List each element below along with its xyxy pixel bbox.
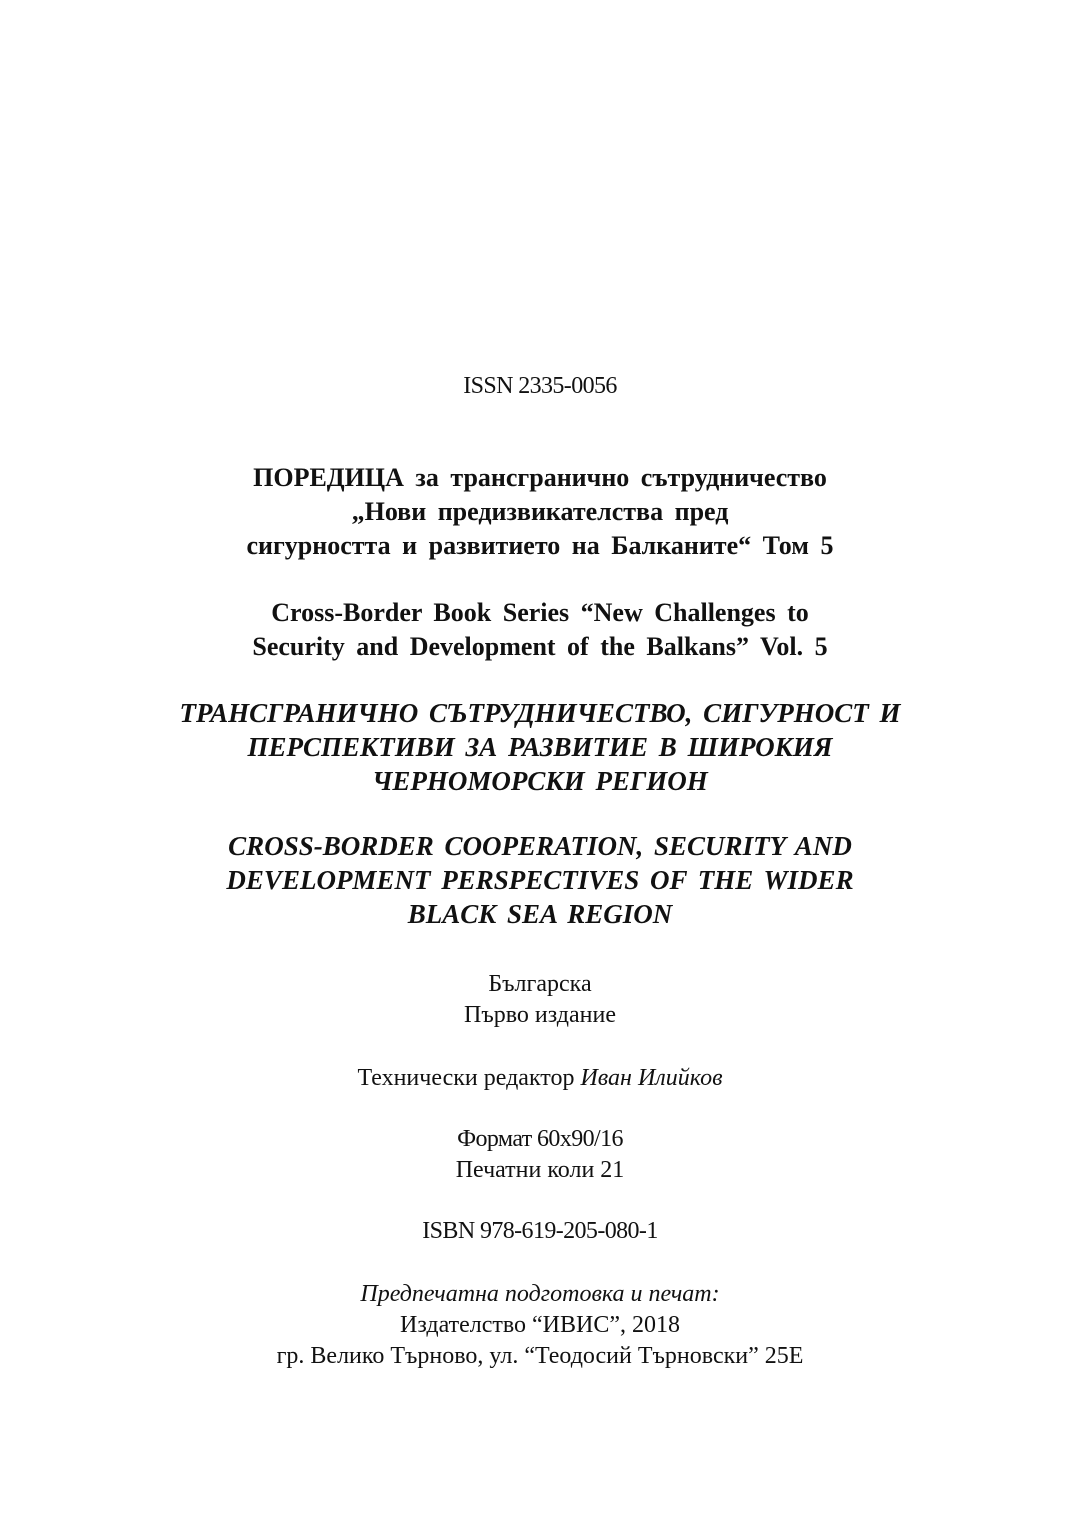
printed-sheets: Печатни коли 21	[455, 1157, 625, 1183]
technical-editor	[0, 1066, 1080, 1090]
book-title-en-line-2: DEVELOPMENT PERSPECTIVES OF THE WIDER	[226, 865, 854, 895]
isbn: ISBN 978-619-205-080-1	[422, 1218, 658, 1244]
publisher: Издателство “ИВИС”, 2018	[399, 1312, 681, 1338]
series-title-en-line-2: Security and Development of the Balkans” Vol. 5	[252, 632, 828, 661]
series-title-bg-line-3: сигурността и развитието на Балканите“ Том 5	[246, 531, 834, 560]
book-title-en-line-1: CROSS-BORDER COOPERATION, SECURITY AND	[228, 831, 852, 861]
technical-editor-label: Технически редактор	[357, 1065, 575, 1091]
publisher-address: гр. Велико Търново, ул. “Теодосий Търновски” 25Е	[276, 1343, 804, 1369]
format: Формат 60x90/16	[457, 1126, 623, 1152]
book-title-bg-line-3: ЧЕРНОМОРСКИ РЕГИОН	[372, 766, 708, 796]
edition: Първо издание	[463, 1002, 616, 1028]
book-title-bg-line-2: ПЕРСПЕКТИВИ ЗА РАЗВИТИЕ В ШИРОКИЯ	[247, 732, 833, 762]
series-title-bg-line-1: ПОРЕДИЦА за трансгранично сътрудничество	[253, 463, 827, 492]
prepress-label: Предпечатна подготовка и печат:	[360, 1281, 720, 1307]
book-title-bg-line-1: ТРАНСГРАНИЧНО СЪТРУДНИЧЕСТВО, СИГУРНОСТ И	[179, 698, 901, 728]
series-title-bg-line-2: „Нови предизвикателства пред	[351, 497, 729, 526]
technical-editor-name: Иван Илийков	[580, 1065, 723, 1091]
language: Българска	[488, 971, 592, 997]
series-title-en-line-1: Cross-Border Book Series “New Challenges to	[271, 598, 809, 627]
book-title-en-line-3: BLACK SEA REGION	[407, 899, 673, 929]
issn: ISSN 2335-0056	[463, 373, 617, 399]
